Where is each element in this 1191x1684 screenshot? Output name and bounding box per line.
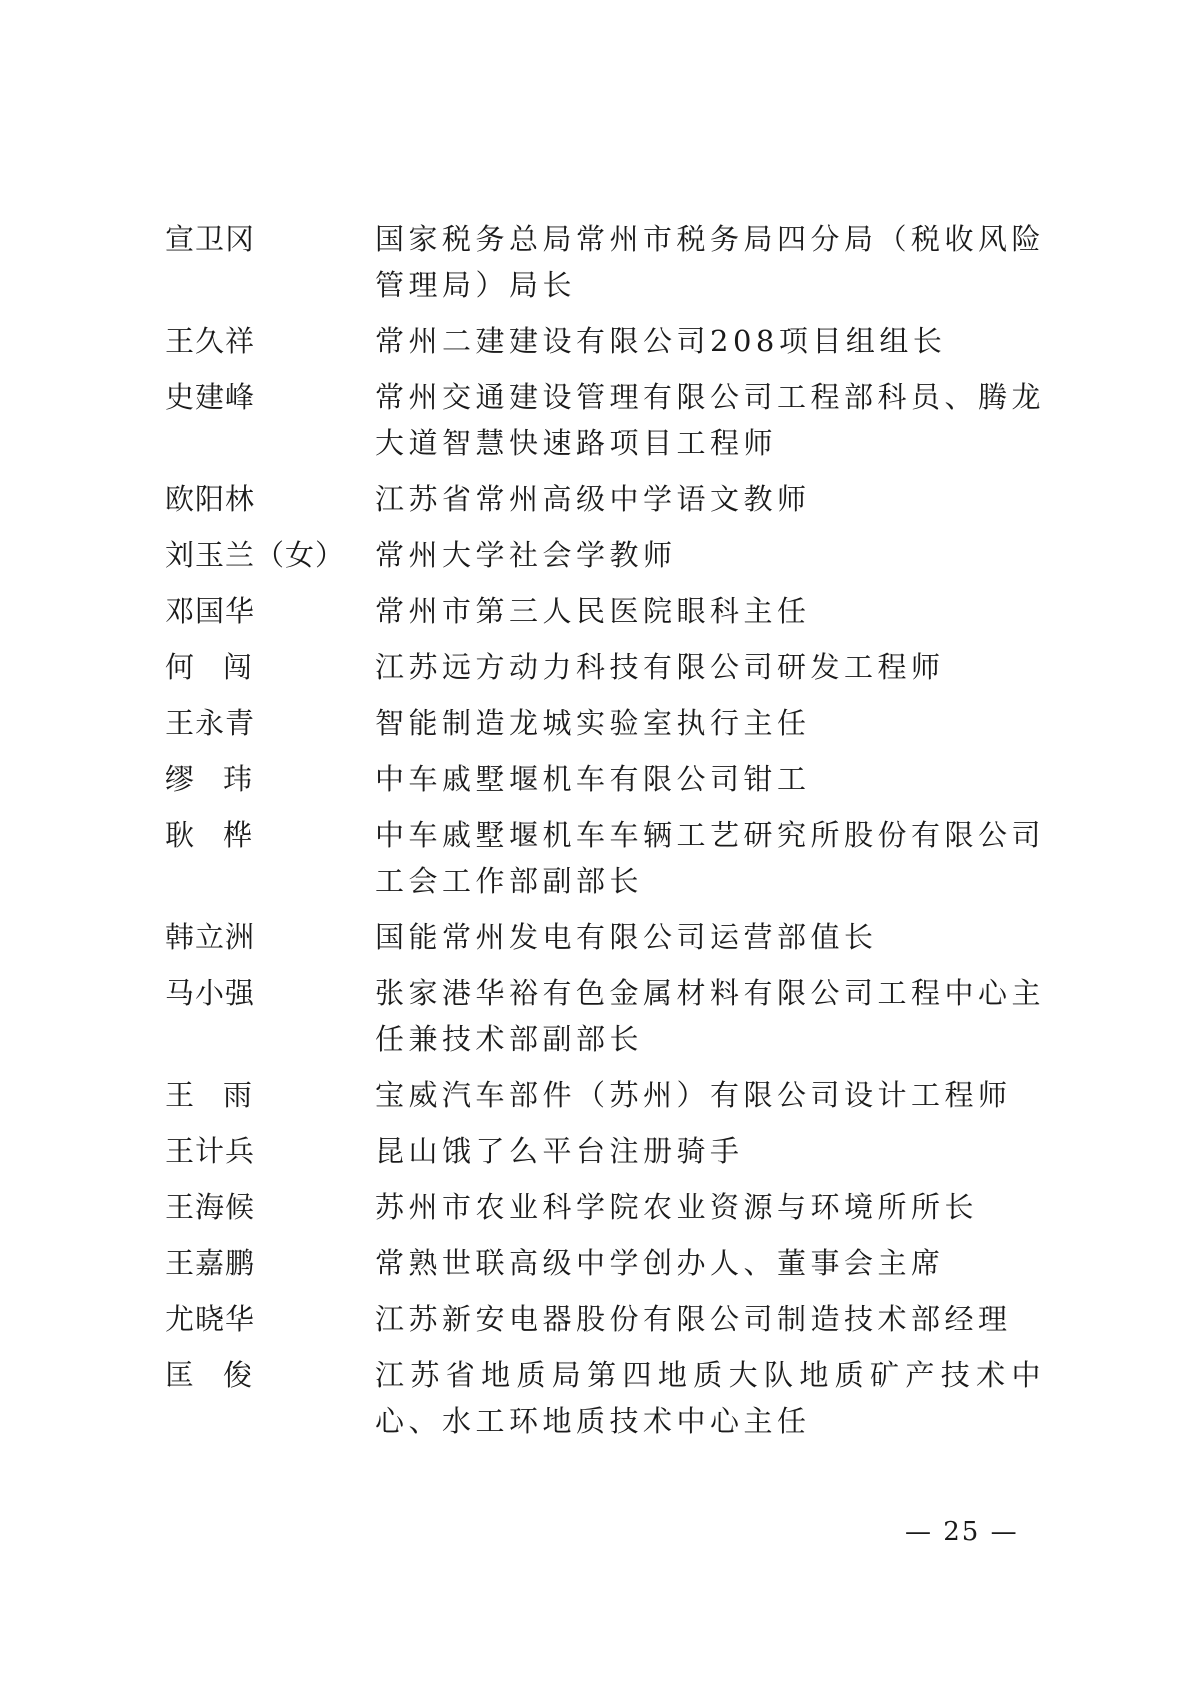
list-item xyxy=(165,1352,1045,1444)
person-name: 尤晓华 xyxy=(165,1302,256,1336)
person-title: 国能常州发电有限公司运营部值长 xyxy=(375,920,878,954)
list-item xyxy=(165,532,1045,578)
list-item xyxy=(165,812,1045,904)
person-title: 江苏远方动力科技有限公司研发工程师 xyxy=(375,650,945,684)
list-item xyxy=(165,1240,1045,1286)
person-name: 王久祥 xyxy=(165,324,256,358)
person-title: 常州交通建设管理有限公司工程部科员、腾龙大道智慧快速路项目工程师 xyxy=(375,380,1046,460)
person-title: 国家税务总局常州市税务局四分局（税收风险管理局）局长 xyxy=(375,222,1046,302)
page-number: — 25 — xyxy=(905,1517,1019,1547)
list-item xyxy=(165,756,1045,802)
person-name: 王 雨 xyxy=(165,1078,253,1112)
person-title: 常州二建建设有限公司208项目组组长 xyxy=(375,324,947,358)
list-item xyxy=(165,644,1045,690)
list-item xyxy=(165,970,1045,1062)
person-title: 江苏省地质局第四地质大队地质矿产技术中心、水工环地质技术中心主任 xyxy=(375,1358,1045,1438)
person-name: 王海候 xyxy=(165,1190,256,1224)
person-name: 韩立洲 xyxy=(165,920,256,954)
list-item xyxy=(165,700,1045,746)
person-title: 常州市第三人民医院眼科主任 xyxy=(375,594,811,628)
person-title: 江苏省常州高级中学语文教师 xyxy=(375,482,811,516)
person-name: 邓国华 xyxy=(165,594,256,628)
person-name: 刘玉兰（女） xyxy=(165,538,346,572)
person-title: 中车戚墅堰机车车辆工艺研究所股份有限公司工会工作部副部长 xyxy=(375,818,1046,898)
person-title: 苏州市农业科学院农业资源与环境所所长 xyxy=(375,1190,979,1224)
person-name: 马小强 xyxy=(165,976,256,1010)
list-item xyxy=(165,1296,1045,1342)
person-title: 宝威汽车部件（苏州）有限公司设计工程师 xyxy=(375,1078,1012,1112)
person-title: 常州大学社会学教师 xyxy=(375,538,677,572)
list-item xyxy=(165,1128,1045,1174)
list-item xyxy=(165,1184,1045,1230)
person-name: 耿 桦 xyxy=(165,818,253,852)
person-title: 智能制造龙城实验室执行主任 xyxy=(375,706,811,740)
person-title: 张家港华裕有色金属材料有限公司工程中心主任兼技术部副部长 xyxy=(375,976,1046,1056)
person-name: 宣卫冈 xyxy=(165,222,256,256)
list-item xyxy=(165,588,1045,634)
person-name: 王嘉鹏 xyxy=(165,1246,256,1280)
person-title: 昆山饿了么平台注册骑手 xyxy=(375,1134,744,1168)
person-name: 王永青 xyxy=(165,706,256,740)
person-name: 缪 玮 xyxy=(165,762,253,796)
list-item xyxy=(165,318,1045,364)
list-item xyxy=(165,1072,1045,1118)
person-name: 史建峰 xyxy=(165,380,256,414)
person-name: 王计兵 xyxy=(165,1134,256,1168)
list-item xyxy=(165,476,1045,522)
person-name: 欧阳林 xyxy=(165,482,256,516)
person-title: 常熟世联高级中学创办人、董事会主席 xyxy=(375,1246,945,1280)
list-item xyxy=(165,216,1045,308)
list-item xyxy=(165,914,1045,960)
person-title: 江苏新安电器股份有限公司制造技术部经理 xyxy=(375,1302,1012,1336)
person-title: 中车戚墅堰机车有限公司钳工 xyxy=(375,762,811,796)
list-item xyxy=(165,374,1045,466)
honoree-list xyxy=(165,216,1045,1454)
person-name: 匡 俊 xyxy=(165,1358,253,1392)
person-name: 何 闯 xyxy=(165,650,253,684)
